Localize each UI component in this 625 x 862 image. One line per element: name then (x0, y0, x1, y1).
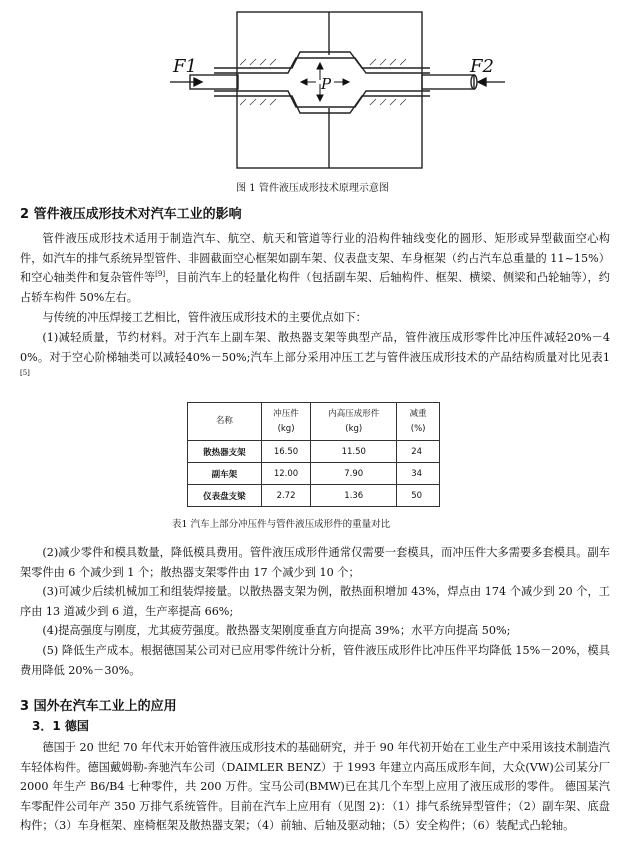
table-cell-stamp: 12.00 (261, 463, 310, 485)
label-pressure: P (321, 75, 332, 93)
section-3-paragraph: 德国于 20 世纪 70 年代末开始管件液压成形技术的基础研究，并于 90 年代初开始在工业生产中采用该技术制造汽车轻体构件。德国戴姆勒-奔驰汽车公司（DAIMLER BENZ）于 1993 年建立内高压成形车间，大众(VW)公司某分厂 2000 年生产 B6/B4 七种零件，共 200 万件。宝马公司(BMW)已在其几个车型上应用了液压成形的零件。 德国某汽车零配件公司年产 350 万排气系统管件。目前在汽车上应用有（见图 2)：（1）排气系统异型管件；（2）副车架、底盘构件；（3）车身框架、座椅框架及散热器支架；（4）前轴、后轴及驱动轴；（5）安全构件；（6）装配式凸轮轴。 (20, 741, 610, 833)
label-f2: F2 (470, 56, 494, 77)
figure-caption: 图 1 管件液压成形技术原理示意图 (236, 183, 389, 194)
section-3-heading: 3 国外在汽车工业上的应用 (20, 699, 177, 714)
hydroforming-diagram (0, 0, 625, 180)
label-f1: F1 (173, 56, 197, 77)
section-2-paragraph-1 (20, 229, 610, 307)
table-row (188, 485, 440, 507)
section-3-1-heading: 3．1 德国 (32, 719, 89, 733)
table-cell-reduce: 34 (397, 463, 440, 485)
table-row (188, 441, 440, 463)
tube-inner-top (214, 58, 430, 73)
advantage-3: (3)可减少后续机械加工和组装焊接量。以散热器支架为例，散热面积增加 43%，焊点由 174 个减少到 20 个，工序由 13 道减少到 6 道，生产率提高 66%; (20, 585, 610, 618)
paragraph-1-tail: ，目前汽车上的轻量化构件（包括副车架、后轴构件、框架、横梁、侧梁和凸轮轴等），约占轿车构件 50%左右。 (20, 271, 610, 304)
table-cell-hydro: 1.36 (311, 485, 397, 507)
table-header-cell: 冲压件 (kg) (261, 403, 310, 441)
table-cell-hydro: 7.90 (311, 463, 397, 485)
reference-9: [9] (155, 270, 166, 279)
f1-arrowhead (194, 78, 202, 86)
paragraph-3-text: (1)减轻质量，节约材料。对于汽车上副车架、散热器支架等典型产品，管件液压成形零件比冲压件减轻20%－40%。对于空心阶梯轴类可以减轻40%－50%;汽车上部分采用冲压工艺与管件液压成形技术的产品结构质量对比见表1 (20, 331, 610, 364)
table-cell-reduce: 50 (397, 485, 440, 507)
advantage-2: (2)减少零件和模具数量，降低模具费用。管件液压成形件通常仅需要一套模具，而冲压件大多需要多套模具。副车架零件由 6 个减少到 1 个；散热器支架零件由 17 个减少到 10 个； (20, 546, 610, 579)
table-row (188, 463, 440, 485)
reference-5: [5] (20, 369, 30, 378)
advantage-4: (4)提高强度与刚度，尤其疲劳强度。散热器支架刚度垂直方向提高 39%；水平方向提高 50%; (42, 624, 511, 637)
section-2-paragraph-3 (20, 328, 610, 387)
table-cell-hydro: 11.50 (311, 441, 397, 463)
section-2-paragraph-2: 与传统的冲压焊接工艺相比，管件液压成形技术的主要优点如下： (42, 311, 367, 324)
weight-comparison-table (187, 402, 440, 507)
table-header-cell: 减重 (%) (397, 403, 440, 441)
paragraph-1-text: 管件液压成形技术适用于制造汽车、航空、航天和管道等行业的沿构件轴线变化的圆形、矩形或异型截面空心构件，如汽车的排气系统异型管件、非圆截面空心框架如副车架、仪表盘支架、车身框架（约占汽车总重量的 11~15%）和空心轴类件和复杂管件等 (20, 232, 610, 285)
table-cell-name: 散热器支架 (188, 441, 262, 463)
tube-inner-bottom (214, 91, 430, 107)
table-cell-name: 副车架 (188, 463, 262, 485)
tube-outer-top (214, 52, 430, 68)
f2-arrowhead (478, 78, 486, 86)
section-2-heading: 2 管件液压成形技术对汽车工业的影响 (20, 207, 242, 222)
table-header-row (188, 403, 440, 441)
diagram-svg (0, 0, 625, 180)
table-header-cell: 内高压成形件 (kg) (311, 403, 397, 441)
table-cell-name: 仪表盘支梁 (188, 485, 262, 507)
table-cell-reduce: 24 (397, 441, 440, 463)
table-caption: 表1 汽车上部分冲压件与管件液压成形件的重量对比 (172, 519, 391, 530)
table-header-cell: 名称 (188, 403, 262, 441)
table-cell-stamp: 16.50 (261, 441, 310, 463)
table-cell-stamp: 2.72 (261, 485, 310, 507)
tube-outer-bottom (214, 96, 430, 113)
advantage-5: (5) 降低生产成本。根据德国某公司对已应用零件统计分析，管件液压成形件比冲压件平均降低 15%－20%，模具费用降低 20%－30%。 (20, 644, 610, 677)
right-punch (422, 75, 474, 89)
